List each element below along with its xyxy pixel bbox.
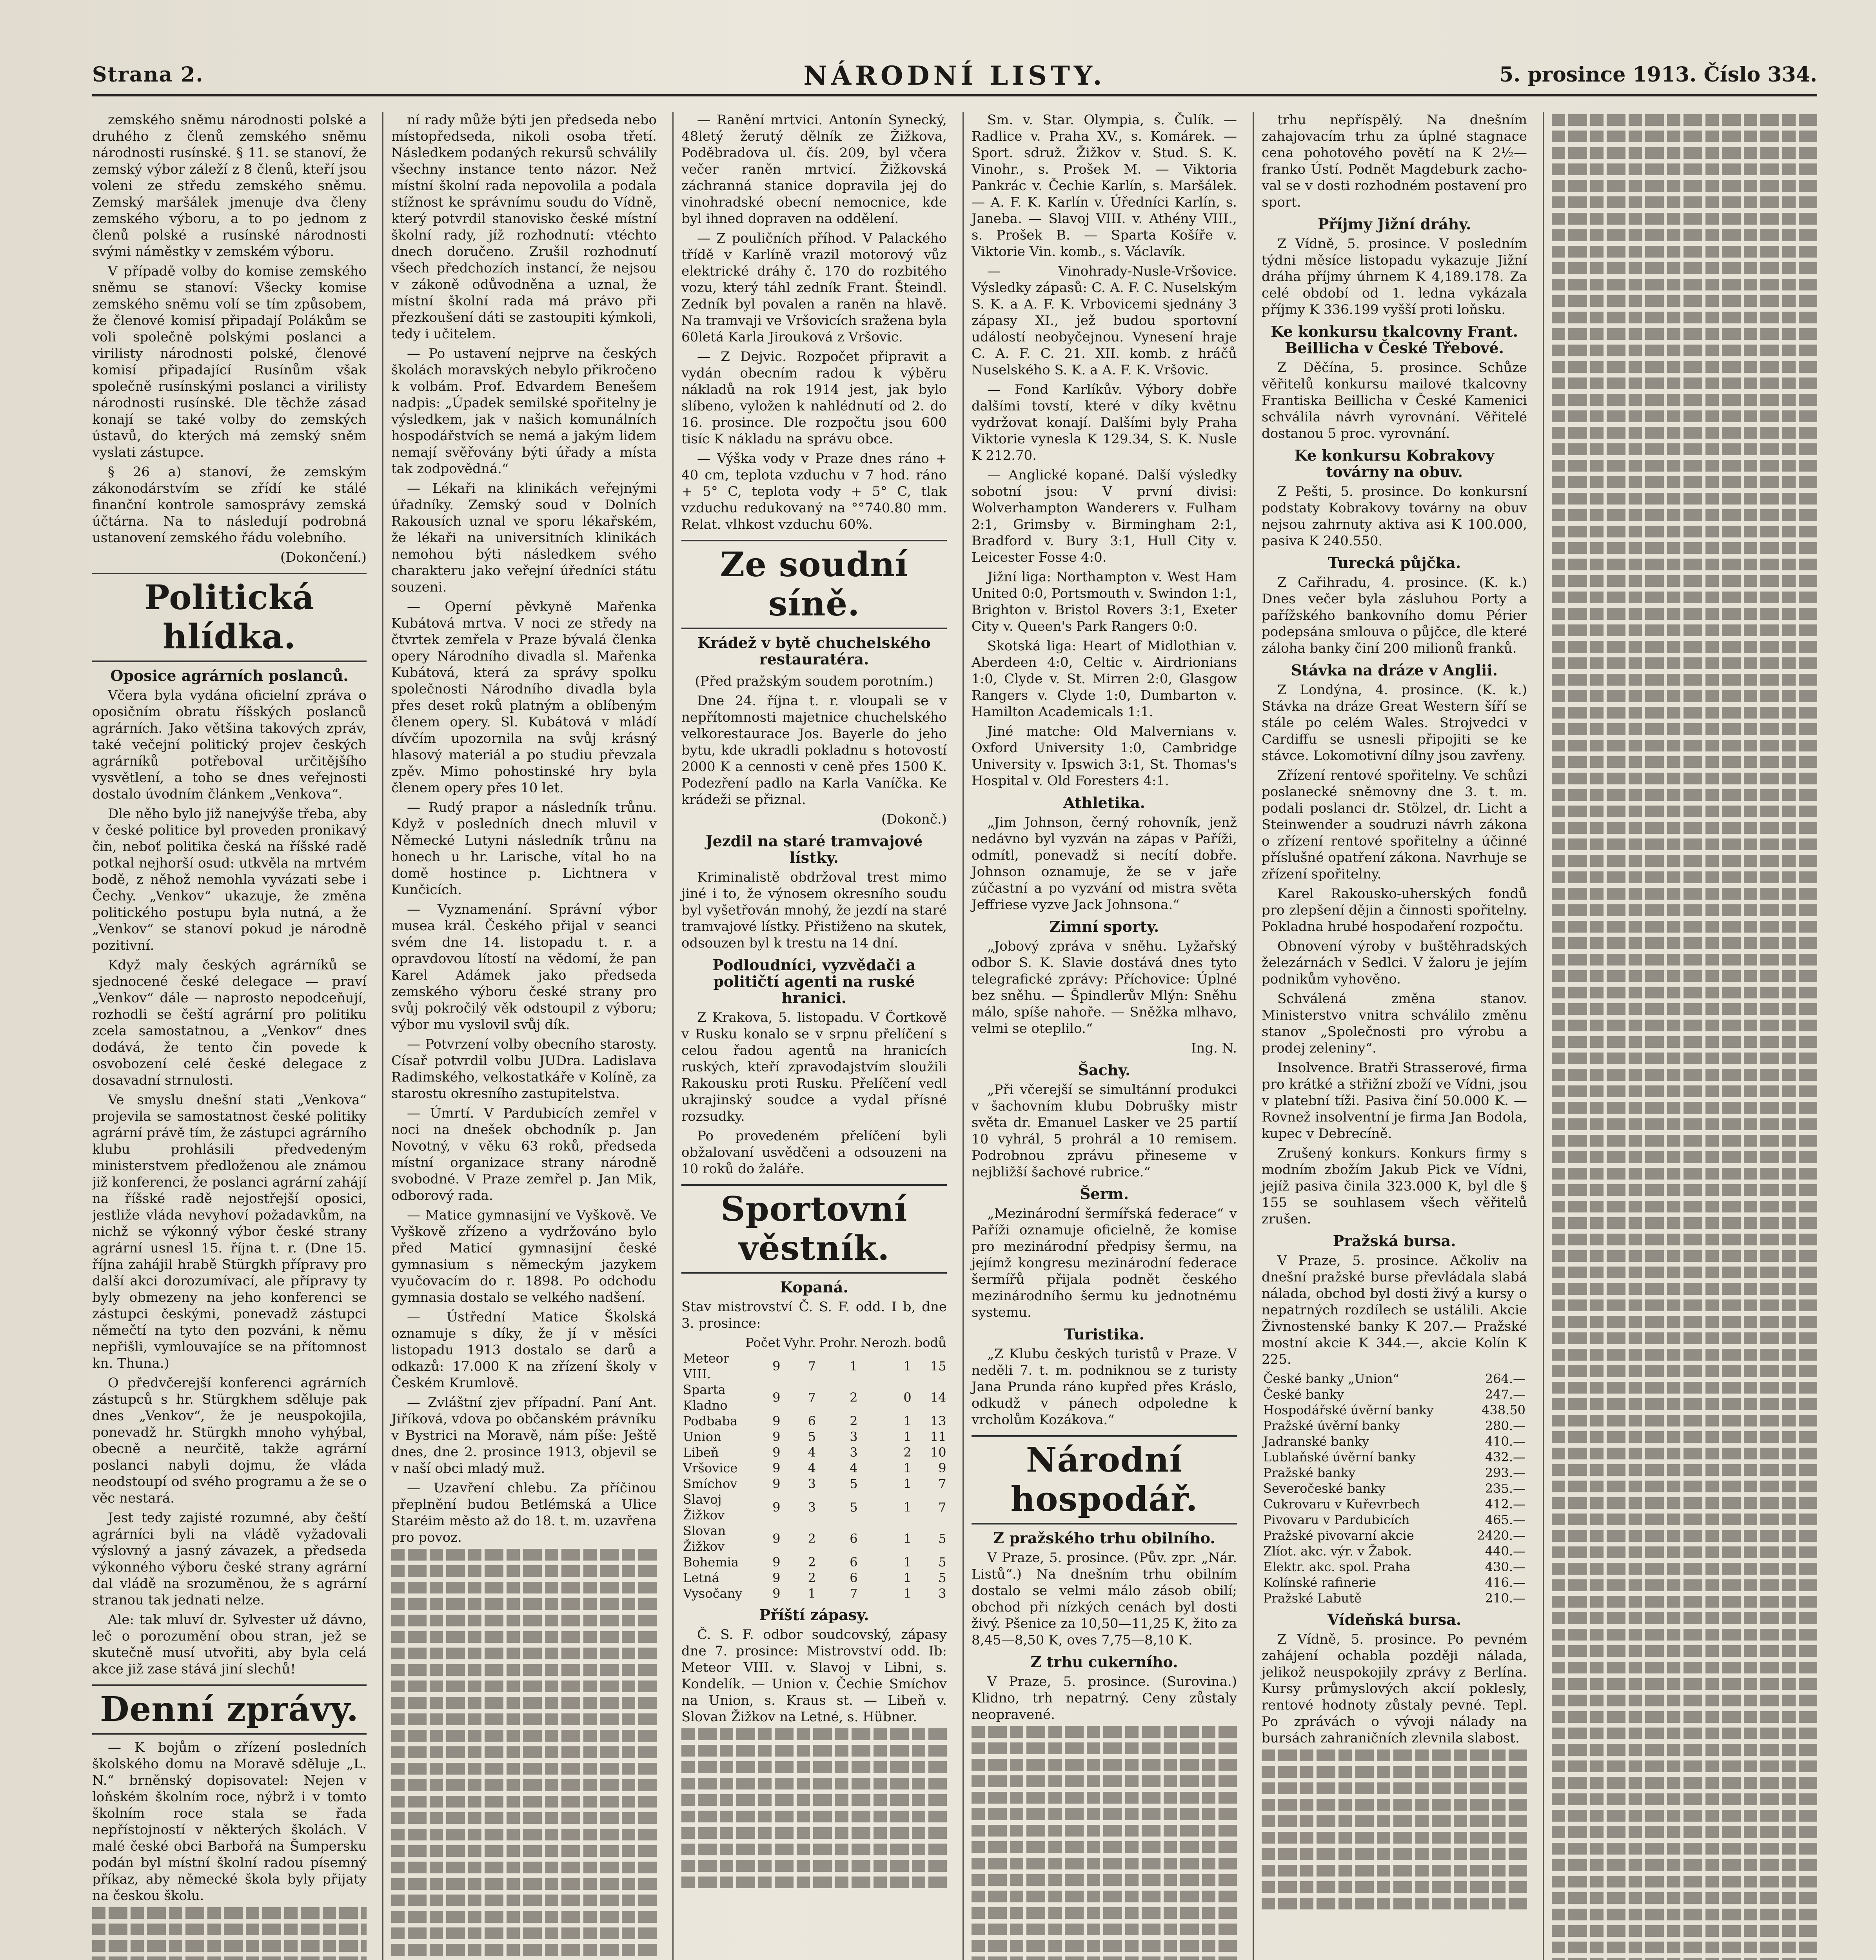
league-table [681, 1335, 947, 1601]
table-cell: 2 [903, 1445, 912, 1460]
paragraph: Obnovení výroby v buštěhradských železárnách v Sedlci. V žaloru je jejím podnikům vyhověno. [1262, 938, 1527, 987]
table-cell: 6 [850, 1531, 858, 1546]
stock-name: Elektr. akc. spol. Praha [1263, 1559, 1411, 1574]
table-cell: 2 [850, 1414, 858, 1428]
paragraph: Schválená změna stanov. Ministerstvo vnitra schválilo změnu stanov „Společnosti pro výrobu a prodej zeleniny“. [1262, 991, 1527, 1056]
stock-value: 432.— [1485, 1450, 1525, 1465]
table-row [681, 1570, 947, 1586]
paragraph: — Uzavření chlebu. Za příčinou přeplnění budou Betlémská a Ulice Staréim město až do 18. t. m. uzavřena pro povoz. [391, 1480, 657, 1545]
table-header-cell: Počet [745, 1335, 781, 1350]
stock-value: 465.— [1485, 1512, 1525, 1527]
table-cell: 9 [772, 1414, 781, 1428]
table-row [681, 1413, 947, 1429]
paragraph: Jest tedy zajisté rozumné, aby čeští agrárníci byli na vládě vyžadovali výslovný a jasný závazek, a předseda výkonného výboru české strany agrární dal vládě na srozuměnou, že s agrární stranou tak jednati nelze. [92, 1510, 367, 1608]
table-header-cell: bodů [914, 1335, 946, 1350]
table-cell: 9 [772, 1531, 781, 1546]
stock-value: 247.— [1485, 1387, 1525, 1402]
article-title: Z trhu cukerního. [1030, 1653, 1178, 1671]
table-cell: 3 [808, 1500, 816, 1515]
paragraph: Po provedeném přelíčení byli obžalovaní usvědčeni a odsouzeni na 10 roků do žaláře. [681, 1128, 947, 1177]
article-title: Šerm. [1079, 1185, 1129, 1203]
paragraph: „Mezinárodní šermířská federace“ v Paříži oznamuje oficielně, že komise pro mezinárodní předpisy šermu, na jejímž kongresu mezinárodní federace šermířů přijala podnět českého mezinárodního šermu ku jednotnému systemu. [972, 1206, 1237, 1320]
article-title: Ke konkursu Kobrakovy továrny na obuv. [1294, 446, 1495, 481]
paragraph: — Výška vody v Praze dnes ráno + 40 cm, teplota vzduchu v 7 hod. ráno + 5° C, teplota vody + 5° C, tlak vzduchu redukovaný na °°740.80 mm. Relat. vlhkost vzduchu 60%. [681, 451, 947, 532]
team-name: Slavoj Žižkov [683, 1492, 725, 1523]
section-headline: Denní zprávy. [92, 1684, 367, 1735]
table-row [681, 1350, 947, 1382]
table-cell: 9 [772, 1445, 781, 1460]
paragraph: — Ústřední Matice Školská oznamuje s díky, že jí v měsíci listopadu 1913 dostalo se darů a odkazů: 17.000 K na zřízení školy v Českém Krumlově. [391, 1309, 657, 1391]
stock-row [1262, 1387, 1527, 1402]
paragraph: Jižní liga: Northampton v. West Ham United 0:0, Portsmouth v. Swindon 1:1, Brighton v. Bristol Rovers 3:1, Exeter City v. Queen's Park Rangers 0:0. [972, 569, 1237, 634]
table-cell: 7 [850, 1586, 858, 1601]
text-continuation [1552, 114, 1817, 1960]
stock-value: 2420.— [1477, 1528, 1525, 1543]
table-cell: 7 [938, 1476, 946, 1491]
table-cell: 9 [772, 1390, 781, 1405]
newspaper-title: NÁRODNÍ LISTY. [803, 60, 1106, 91]
section-headline: Politická hlídka. [92, 573, 367, 662]
section-headline: Ze soudní síně. [681, 540, 947, 629]
article-title: Oposice agrárních poslanců. [110, 667, 349, 684]
paragraph: Když maly českých agrárníků se sjednocené české delegace — praví „Venkov“ dále — naprosto nepodceňují, rozhodli se čeští agrární pro politiku zcela samostatnou, a „Venkov“ dnes dodává, že tento čin povede k osvobození celé české delegace z dosavadní strnulosti. [92, 957, 367, 1088]
paragraph: V Praze, 5. prosince. (Pův. zpr. „Nár. Listů“.) Na dnešním trhu obilním dostalo se velmi málo zásob obilí; obchod při nízkých cenách byl dosti živý. Pšenice za 10,50—11,25 K, žito za 8,45—8,50 K, oves 7,75—8,10 K. [972, 1550, 1237, 1648]
table-cell: 6 [850, 1555, 858, 1570]
stock-value: 280.— [1485, 1418, 1525, 1433]
table-cell: 3 [850, 1445, 858, 1460]
team-name: Meteor VIII. [683, 1351, 730, 1381]
team-name: Slovan Žižkov [683, 1523, 726, 1554]
table-row [681, 1554, 947, 1570]
article-title: Stávka na dráze v Anglii. [1291, 661, 1498, 679]
masthead [92, 60, 1817, 96]
table-cell: 7 [808, 1359, 816, 1374]
table-cell: 9 [772, 1586, 781, 1601]
paragraph: trhu nepříspělý. Na dnešním zahajovacím trhu za úplné stagnace cena pohotového povětí na K 2¹⁄₂— franko Ústí. Podnět Magdeburk zachoval se v dosti rozhodném postavení pro sport. [1262, 112, 1527, 210]
paragraph: Z Děčína, 5. prosince. Schůze věřitelů konkursu mailové tkalcovny Frantiska Beillicha v České Kamenici schválila návrh vyrovnání. Věřitelé dostanou 5 proc. vyrovnání. [1262, 360, 1527, 441]
article-title: Jezdil na staré tramvajové lístky. [705, 832, 923, 866]
table-cell: 5 [938, 1531, 946, 1546]
stock-name: Pražské Labutě [1263, 1591, 1362, 1606]
stock-row [1262, 1449, 1527, 1465]
stock-row [1262, 1590, 1527, 1606]
table-cell: 1 [903, 1461, 912, 1475]
paragraph: § 26 a) stanoví, že zemským zákonodárstvím se zřídí ke stálé finanční kontrole samosprávy zemská účtárna. Na to následují podrobná ustanovení zemského řádu volebního. [92, 464, 367, 546]
table-cell: 6 [850, 1570, 858, 1585]
stock-value: 410.— [1485, 1434, 1525, 1449]
paragraph: — Lékaři na klinikách veřejnými úřadníky. Zemský soud v Dolních Rakousích uznal ve sporu lékařském, že lékaři na universitních klinikách nemohou býti následkem svého charakteru jako veřejní úředníci státu souzeni. [391, 481, 657, 595]
stock-value: 440.— [1485, 1544, 1525, 1559]
table-cell: 14 [930, 1390, 946, 1405]
stock-value: 235.— [1485, 1481, 1525, 1496]
paragraph: zemského sněmu národnosti polské a druhého z členů zemského sněmu národnosti rusínské. § 11. se stanoví, že zemský výbor záleží z 8 členů, kteří jsou voleni ze středu zemského sněmu. Zemský maršálek jmenuje dva členy zemského výboru, a to po jednom z členů polské a rusínské národnosti svými náměstky v zemském výboru. [92, 112, 367, 260]
stock-row [1262, 1434, 1527, 1449]
paragraph: — Operní pěvkyně Mařenka Kubátová mrtva. V noci ze středy na čtvrtek zemřela v Praze bývalá členka opery Národního divadla sl. Mařenka Kubátová, která za správy spolku společnosti Národního divadla byla přes deset roků platným a oblíbeným členem opery. Sl. Kubátová v mládí dívčím upozornila na svůj krásný hlasový materiál a po studiu převzala zpěv. Mimo pohostinské hry byla členem opery přes 10 let. [391, 599, 657, 796]
paragraph: „Jobový zpráva v sněhu. Lyžařský odbor S. K. Slavie dostává dnes tyto telegrafické zprávy: Příchovice: Úplné bez sněhu. — Špindlerův Mlýn: Sněhu málo, spíše nahoře. — Sněžka mlhavo, velmi se oteplilo.“ [972, 938, 1237, 1036]
stock-name: Kolínské rafinerie [1263, 1575, 1377, 1590]
table-cell: 2 [850, 1390, 858, 1405]
stock-name: Jadranské banky [1263, 1434, 1369, 1449]
paragraph: Skotská liga: Heart of Midlothian v. Aberdeen 4:0, Celtic v. Airdrionians 1:0, Clyde v. St. Mirren 2:0, Glasgow Rangers v. Clyde 1:0, Dumbarton v. Hamilton Academicals 1:1. [972, 638, 1237, 720]
stock-row [1262, 1371, 1527, 1387]
table-row [681, 1382, 947, 1413]
table-cell: 4 [808, 1461, 816, 1475]
article-title: Kopaná. [780, 1278, 848, 1296]
table-cell: 4 [808, 1445, 816, 1460]
page-label: Strana 2. [92, 63, 204, 87]
text-continuation [1262, 1749, 1527, 1909]
article-title: Turistika. [1064, 1325, 1144, 1343]
paragraph: — Vinohrady-Nusle-Vršovice. Výsledky zápasů: C. A. F. C. Nuselským S. K. a A. F. K. Vrbovicemi sjednány 3 zápasy XI., jež budou sportovní událostí neobyčejnou. Vynesení hraje C. A. F. C. 21. XII. komb. z hráčů Nuselského S. K. a A. F. K. Vršovic. [972, 263, 1237, 378]
stock-value: 438.50 [1482, 1403, 1525, 1417]
table-cell: 1 [903, 1359, 912, 1374]
article-title: Příjmy Jižní dráhy. [1317, 215, 1471, 233]
team-name: Bohemia [683, 1555, 739, 1570]
table-cell: 1 [903, 1531, 912, 1546]
stock-value: 416.— [1485, 1575, 1525, 1590]
team-name: Union [683, 1429, 721, 1444]
paragraph: Z Vídně, 5. prosince. V posledním týdni měsíce listopadu vykazuje Jižní dráha příjmy úhrnem K 4,189.178. Za celé období od 1. ledna vykázala příjmy K 336.199 vyšší proti loňsku. [1262, 236, 1527, 318]
table-cell: 1 [903, 1555, 912, 1570]
paragraph: Z Cařihradu, 4. prosince. (K. k.) Dnes večer byla zásluhou Porty a pařížského bankovního domu Périer podepsána smlouva o půjčce, dle které záloha banky činí 200 milionů franků. [1262, 575, 1527, 656]
article-title: Šachy. [1078, 1061, 1131, 1079]
paragraph: V Praze, 5. prosince. (Surovina.) Klidno, trh nepatrný. Ceny zůstaly neopravené. [972, 1674, 1237, 1722]
stock-name: České banky [1263, 1387, 1344, 1402]
paragraph: — Úmrtí. V Pardubicích zemřel v noci na dnešek obchodník p. Jan Novotný, v věku 63 roků, předseda místní organizace strany národně svobodné. V Praze zemřel p. Jan Mik, odborový rada. [391, 1105, 657, 1203]
paragraph: Dne 24. října t. r. vloupali se v nepřítomnosti majetnice chuchelského velkorestaurace Jos. Bayerle do jeho bytu, kde ukradli pokladnu s hotovostí 2000 K a cennosti v ceně přes 1500 K. Podezření padlo na Karla Vaníčka. Ke krádeži se přiznal. [681, 693, 947, 808]
column-6 [1543, 112, 1817, 1960]
paragraph: Z Vídně, 5. prosince. Po pevném zahájení ochabla později nálada, jelikož neuspokojily zprávy z Berlína. Kursy průmyslových akcií poklesly, rentové hodnoty zůstaly pevné. Tepl. Po zprávách o vývoji nálady na bursách zahraničních zlevnila slabost. [1262, 1632, 1527, 1746]
table-cell: 1 [903, 1570, 912, 1585]
paragraph: — Po ustavení nejprve na českých školách moravských nebylo přikročeno k volbám. Prof. Edvardem Benešem nadpis: „Úpadek semilské spořitelny je výsledkem, jak v našich komunálních hospodářstvích se nemá a jakým lidem nemají svěřovány býti úřady a místa tak zodpovědná.“ [391, 346, 657, 477]
article-title: Pražská bursa. [1333, 1232, 1456, 1250]
stock-row [1262, 1528, 1527, 1543]
stock-value: 264.— [1485, 1371, 1525, 1386]
stock-row [1262, 1575, 1527, 1590]
article-subtitle: (Před pražským soudem porotním.) [695, 673, 933, 689]
date-issue: 5. prosince 1913. Číslo 334. [1499, 63, 1817, 87]
table-row [681, 1460, 947, 1476]
paragraph: Ale: tak mluví dr. Sylvester už dávno, leč o porozumění obou stran, jež se skutečně musí utvořiti, aby byla celá akce již zase stává jiní slechů! [92, 1612, 367, 1677]
table-header-cell: Vyhr. [783, 1335, 816, 1350]
table-cell: 9 [772, 1476, 781, 1491]
table-row [681, 1586, 947, 1601]
section-headline: Sportovní věstník. [681, 1184, 947, 1274]
article-title: Turecká půjčka. [1328, 554, 1461, 572]
table-cell: 2 [808, 1555, 816, 1570]
paragraph: — Anglické kopané. Další výsledky sobotní jsou: V první divisi: Wolverhampton Wanderers v. Fulham 2:1, Grimsby v. Birmingham 2:1, Bradford v. Bury 3:1, Hull City v. Leicester Fosse 4:0. [972, 467, 1237, 565]
table-cell: 5 [850, 1476, 858, 1491]
table-cell: 1 [903, 1476, 912, 1491]
column-2 [382, 112, 657, 1960]
stock-row [1262, 1418, 1527, 1434]
table-header-cell: Prohr. [819, 1335, 858, 1350]
team-name: Podbaba [683, 1414, 738, 1428]
stock-name: Severočeské banky [1263, 1481, 1386, 1496]
table-cell: 3 [850, 1429, 858, 1444]
stock-table [1262, 1371, 1527, 1606]
paragraph: ní rady může býti jen předseda nebo místopředseda, nikoli osoba třetí. Následkem podaných rekursů schválily všechny instance tento názor. Než místní školní rada nepovolila a podala stížnost ke správnímu soudu do Vídně, který potvrdil stanovisko české místní školní rady, jíž rozhodnutí: vtéchto dnech doručeno. Zrušil rozhodnutí všech předchozích instancí, že nejsou v zákoně odůvodněna a uznal, že místní školní rada má právo při přezkoušení dáti se zastoupiti kýmkoli, tedy i učitelem. [391, 112, 657, 342]
table-cell: 1 [903, 1414, 912, 1428]
stock-name: Pražské banky [1263, 1465, 1356, 1480]
table-row [681, 1476, 947, 1492]
paragraph: Sm. v. Star. Olympia, s. Čulík. — Radlice v. Praha XV., s. Komárek. — Sport. sdruž. Žižkov v. Stud. S. K. Vinohr., s. Prošek M. — Viktoria Pankrác v. Čechie Karlín, s. Maršálek. — A. F. K. Karlín v. Úředníci Karlín, s. Janeba. — Slavoj VIII. v. Athény VIII., s. Prošek B. — Sparta Košíře v. Viktorie Vin. komb., s. Václavík. [972, 112, 1237, 260]
paragraph: Zrušený konkurs. Konkurs firmy s modním zbožím Jakub Pick ve Vídni, jejíž pasiva činila 323.000 K, byl dle § 155 se souhlasem všech věřitelů zrušen. [1262, 1145, 1527, 1227]
table-header-row [681, 1335, 947, 1350]
signature: Ing. N. [1191, 1040, 1237, 1056]
table-cell: 1 [903, 1429, 912, 1444]
columns [92, 112, 1817, 1960]
stock-name: Zlíot. akc. výr. v Žabok. [1263, 1544, 1412, 1559]
table-caption: Stav mistrovství Č. S. F. odd. I b, dne 3. prosince: [681, 1299, 947, 1331]
stock-row [1262, 1512, 1527, 1528]
paragraph: Dle něho bylo již nanejvýše třeba, aby v české politice byl proveden pronikavý čin, neboť politika česká na říšské radě potkal nejhorší osud: utkvěla na mrtvém bodě, z něhož nemohla vyvázati sebe i Čechy. „Venkov“ ukazuje, že změna politického postupu byla nutná, a že „Venkov“ se stanoví pokud je národně pozitivní. [92, 806, 367, 953]
paragraph: Kriminalistě obdržoval trest mimo jiné i to, že výnosem okresního soudu byl vyšetřován mnohý, že jezdí na staré tramvajové lístky. Přistiženo na skutek, odsouzen byl k trestu na 14 dní. [681, 869, 947, 951]
article-title: Podloudníci, vyzvědači a političtí agenti na ruské hranici. [712, 956, 916, 1007]
paragraph: — Z pouličních příhod. V Palackého třídě v Karlíně vrazil motorový vůz elektrické dráhy č. 170 do rozbitého vozu, který táhl zedník Frant. Šteindl. Zedník byl povalen a raněn na hlavě. Na tramvaji ve Vršovicích sražena byla 60letá Karla Jirouková z Vršovic. [681, 230, 947, 345]
stock-name: Cukrovaru v Kuřevrbech [1263, 1497, 1420, 1512]
table-cell: 15 [930, 1359, 946, 1374]
team-name: Sparta Kladno [683, 1382, 728, 1413]
paragraph: Z Pešti, 5. prosince. Do konkursní podstaty Kobrakovy továrny na obuv nejsou zahrnuty aktiva asi K 100.000, pasiva K 240.550. [1262, 484, 1527, 549]
paragraph: „Z Klubu českých turistů v Praze. V neděli 7. t. m. podniknou se z turisty Jana Prunda ráno kupřed přes Kráslo, odkudž v pánech odpoledne k vrcholům Kozákova.“ [972, 1346, 1237, 1428]
table-header-cell [681, 1335, 744, 1350]
article-title: Krádež v bytě chuchelského restauratéra. [697, 634, 931, 668]
stock-row [1262, 1543, 1527, 1559]
table-cell: 10 [930, 1445, 946, 1460]
paragraph: „Při včerejší se simultánní produkci v šachovním klubu Dobrušky mistr světa dr. Emanuel Lasker ve 25 partií 10 vyhrál, 5 prohrál a 10 remisem. Podrobnou zprávu přineseme v nejbližší šachové rubrice.“ [972, 1082, 1237, 1180]
article-title: Příští zápasy. [759, 1606, 869, 1624]
table-cell: 6 [808, 1414, 816, 1428]
table-cell: 0 [903, 1390, 912, 1405]
paragraph: — Rudý prapor a následník trůnu. Když v posledních dnech mluvil v Německé Lutyni následník trůnu na honech u hr. Larische, vítal ho na domě hostince p. Lichtnera v Kunčicích. [391, 800, 657, 898]
stock-value: 293.— [1485, 1465, 1525, 1480]
table-cell: 4 [850, 1461, 858, 1475]
table-cell: 13 [930, 1414, 946, 1428]
text-continuation [92, 1907, 367, 1960]
paragraph: Z Krakova, 5. listopadu. V Čortkově v Rusku konalo se v srpnu přelíčení s celou řadou agentů na hranicích ruských, kteří zpravodajstvím sloužili Rakousku proti Rusku. Přelíčení vedl ukrajinský soudce a vydal přísné rozsudky. [681, 1010, 947, 1124]
paragraph: V případě volby do komise zemského sněmu se stanoví: Všecky komise zemského sněmu volí se tím způsobem, že členové komisí připadají Polákům se voli společně polskými poslanci a virilisty národnosti polské, členové komisí připadající Rusínům však společně rusínskými poslanci a virilisty národnosti rusínské. Dle těchže zásad konají se také volby do zemských ústavů, do kterých má zemský sněm vyslati zástupce. [92, 263, 367, 460]
article-title: Athletika. [1063, 794, 1145, 811]
paragraph: Zřízení rentové spořitelny. Ve schůzi poslanecké sněmovny dne 3. t. m. podali poslanci dr. Stölzel, dr. Licht a Steinwender a soudruzi návrh zákona o zřízení rentové spořitelny a účinné příslušné opatření zákona. Navrhuje se zřízení spořitelny. [1262, 768, 1527, 882]
paragraph: Insolvence. Bratři Strasserové, firma pro krátké a střižní zboží ve Vídni, jsou v platební tíži. Pasiva činí 50.000 K. — Rovnež insolventní je firma Jan Bodola, kupec v Debrecíně. [1262, 1060, 1527, 1142]
paragraph: — Zvláštní zjev případní. Paní Ant. Jiříková, vdova po občanském právníku v Bystrici na Moravě, nám píše: Ještě dnes, dne 2. prosince 1913, objevil se v naší obci mladý muž. [391, 1395, 657, 1476]
paragraph: Z Londýna, 4. prosince. (K. k.) Stávka na dráze Great Western šíří se stále po celém Wales. Strojvedci v Cardiffu se usnesli připojiti se ke stávce. Lokomotivní dílny jsou zavřeny. [1262, 682, 1527, 764]
paragraph: „Jim Johnson, černý rohovník, jenž nedávno byl vyzván na zápas v Paříži, odmítl, ponevadž si necítí dobře. Johnson oznamuje, že se v jaře zúčastní a po vyzvání od mistra světa Jeffriese vyzve Jack Johnsona.“ [972, 815, 1237, 913]
table-cell: 9 [772, 1500, 781, 1515]
table-cell: 9 [772, 1461, 781, 1475]
table-cell: 9 [938, 1461, 946, 1475]
paragraph: O předvčerejší konferenci agrárních zástupců s hr. Stürgkhem sděluje pak dnes „Venkov“, že je neuspokojila, ponevadž hr. Stürgkh mnoho vyhýbal, obecně a neurčitě, takže agrární poslanci nabyli dojmu, že vláda neodstoupí od svého programu a že se o věc nestará. [92, 1375, 367, 1506]
section-headline: Národní hospodář. [972, 1435, 1237, 1524]
continuation-note: (Dokončení.) [280, 550, 367, 565]
paragraph: — Vyznamenání. Správní výbor musea král. Českého přijal v seanci svém dne 14. listopadu t. r. a opravdovou lítostí na vědomí, že pan Karel Adámek jako předseda zemského výboru české strany pro svůj pokročilý věk odstoupil z výboru; výbor mu vyslovil svůj dík. [391, 902, 657, 1033]
table-cell: 1 [850, 1359, 858, 1374]
stock-name: Pivovaru v Pardubicích [1263, 1512, 1410, 1527]
paragraph: — Ranění mrtvici. Antonín Synecký, 48letý žerutý dělník ze Žižkova, Poděbradova ul. čís. 209, byl včera večer raněn mrtvicí. Žižkovská záchranná stanice dopravila jej do vinohradské obecní nemocnice, kde byl ihned dopraven na oddělení. [681, 112, 947, 227]
paragraph: Ve smyslu dnešní stati „Venkova“ projevila se samostatnost české politiky agrární právě tím, že zástupci agrárního klubu prohlásili předvedeným ministerstvem předloženou ale známou již konferenci, že poslanci agrární zahájí na říšské radě nejostřejší oposici, jestliže vláda nevyhoví požadavkům, na nichž se výkonný výbor české strany agrární usnesl 15. října t. r. (Dne 15. října zahájil hrabě Stürgkh přípravy pro další akci dorozumívací, ale přípravy ty byly obmezeny na jeho konferenci se zástupci českými, ponevadž zástupci němečtí na tyto den pozváni, k němu nepřišli, vymlouvajíce se na přítomnost kn. Thuna.) [92, 1092, 367, 1371]
table-cell: 9 [772, 1359, 781, 1374]
paragraph: Včera byla vydána oficielní zpráva o oposičním obratu říšských poslanců agrárních. Jako většina takových zpráv, také večejní politický projev českých agrárníků potřeboval určitějšího vysvětlení, a toho se dnes veřejnosti dostalo úvodním článkem „Venkova“. [92, 688, 367, 802]
stock-name: Pražské úvěrní banky [1263, 1418, 1400, 1433]
table-cell: 7 [808, 1390, 816, 1405]
stock-row [1262, 1402, 1527, 1418]
table-cell: 2 [808, 1570, 816, 1585]
paragraph: — Fond Karlíkův. Výbory dobře dalšími tovstí, které v díky květnu vydržovat konají. Dalšími byly Praha Viktorie vynesla K 129.34, S. K. Nusle K 212.70. [972, 382, 1237, 463]
continuation-note: (Dokonč.) [881, 811, 947, 827]
column-5 [1253, 112, 1527, 1960]
paragraph: Jiné matche: Old Malvernians v. Oxford University 1:0, Cambridge University v. Ipswich 3:1, St. Thomas's Hospital v. Old Foresters 4:1. [972, 724, 1237, 789]
paragraph: — Potvrzení volby obecního starosty. Císař potvrdil volbu JUDra. Ladislava Radimského, velkostatkáře v Kolíně, za starostu okresního zastupitelstva. [391, 1036, 657, 1102]
table-cell: 1 [808, 1586, 816, 1601]
table-cell: 9 [772, 1555, 781, 1570]
stock-row [1262, 1559, 1527, 1575]
stock-name: České banky „Union“ [1263, 1371, 1399, 1386]
team-name: Vysočany [683, 1586, 743, 1601]
table-cell: 2 [808, 1531, 816, 1546]
stock-value: 210.— [1485, 1591, 1525, 1606]
article-title: Vídeňská bursa. [1327, 1611, 1462, 1628]
article-title: Z pražského trhu obilního. [993, 1529, 1215, 1547]
table-cell: 5 [938, 1555, 946, 1570]
table-cell: 9 [772, 1570, 781, 1585]
table-cell: 5 [850, 1500, 858, 1515]
column-4 [963, 112, 1237, 1960]
table-cell: 11 [930, 1429, 946, 1444]
paragraph: — Z Dejvic. Rozpočet připravit a vydán obecním radou k výběru nákladů na rok 1914 jest, jak bylo slíbeno, vyložen k nahlédnutí od 2. do 16. prosince. Dle rozpočtu jsou 600 tisíc K nákladu na správu obce. [681, 349, 947, 447]
team-name: Libeň [683, 1445, 719, 1460]
table-cell: 1 [903, 1500, 912, 1515]
table-row [681, 1429, 947, 1445]
table-row [681, 1445, 947, 1460]
table-cell: 1 [903, 1586, 912, 1601]
paragraph: — K bojům o zřízení posledních školského domu na Moravě sděluje „L. N.“ brněnský dopisovatel: Nejen v loňském školním roce, nýbrž i v tomto školním roce stala se řada nepřístojností v některých školách. V malé české obci Barbořá na Šumpersku podán byl místní školní radou písemný příkaz, aby německé škola byly přijaty na českou školu. [92, 1740, 367, 1904]
table-cell: 7 [938, 1500, 946, 1515]
stock-value: 412.— [1485, 1497, 1525, 1512]
stock-name: Lublaňské úvěrní banky [1263, 1450, 1416, 1465]
article-title: Zimní sporty. [1049, 918, 1159, 935]
table-header-cell: Nerozh. [861, 1335, 912, 1350]
team-name: Letná [683, 1570, 719, 1585]
table-cell: 5 [938, 1570, 946, 1585]
stock-row [1262, 1481, 1527, 1496]
paragraph: Č. S. F. odbor soudcovský, zápasy dne 7. prosince: Mistrovství odd. Ib: Meteor VIII. v. Slavoj v Libni, s. Kondelík. — Union v. Čechie Smíchov na Union, s. Kraus st. — Libeň v. Slovan Žižkov na Letné, s. Hübner. [681, 1627, 947, 1725]
paragraph: Karel Rakousko-uherských fondů pro zlepšení dějin a činnosti spořitelny. Pokladna hrubé hospodaření rozpočtu. [1262, 886, 1527, 935]
text-continuation [681, 1728, 947, 1888]
table-row [681, 1492, 947, 1523]
column-1 [92, 112, 367, 1960]
paragraph: — Matice gymnasijní ve Vyškově. Ve Vyškově zřízeno a vydržováno bylo před Maticí gymnasijní české gymnasium s německým jazykem vyučovacím do r. 1898. Po odchodu gymnasia dostalo se velkého nadšení. [391, 1207, 657, 1305]
table-cell: 3 [808, 1476, 816, 1491]
stock-row [1262, 1465, 1527, 1481]
team-name: Vršovice [683, 1461, 738, 1475]
text-continuation [391, 1549, 657, 1960]
column-3 [672, 112, 947, 1960]
table-cell: 5 [808, 1429, 816, 1444]
table-row [681, 1523, 947, 1554]
stock-value: 430.— [1485, 1559, 1525, 1574]
stock-name: Pražské pivovarní akcie [1263, 1528, 1414, 1543]
text-continuation [972, 1726, 1237, 1960]
paragraph: V Praze, 5. prosince. Ačkoliv na dnešní pražské burse převládala slabá nálada, obchod byl dosti živý a kursy o nepatrných rozdílech se ustálili. Akcie Živnostenské banky K 207.— Pražské mostní akcie K 344.—, akcie Kolín K 225. [1262, 1253, 1527, 1367]
table-cell: 3 [938, 1586, 946, 1601]
stock-name: Hospodářské úvěrní banky [1263, 1403, 1434, 1417]
stock-row [1262, 1496, 1527, 1512]
table-cell: 9 [772, 1429, 781, 1444]
article-title: Ke konkursu tkalcovny Frant. Beillicha v České Třebové. [1271, 323, 1518, 357]
team-name: Smíchov [683, 1476, 737, 1491]
